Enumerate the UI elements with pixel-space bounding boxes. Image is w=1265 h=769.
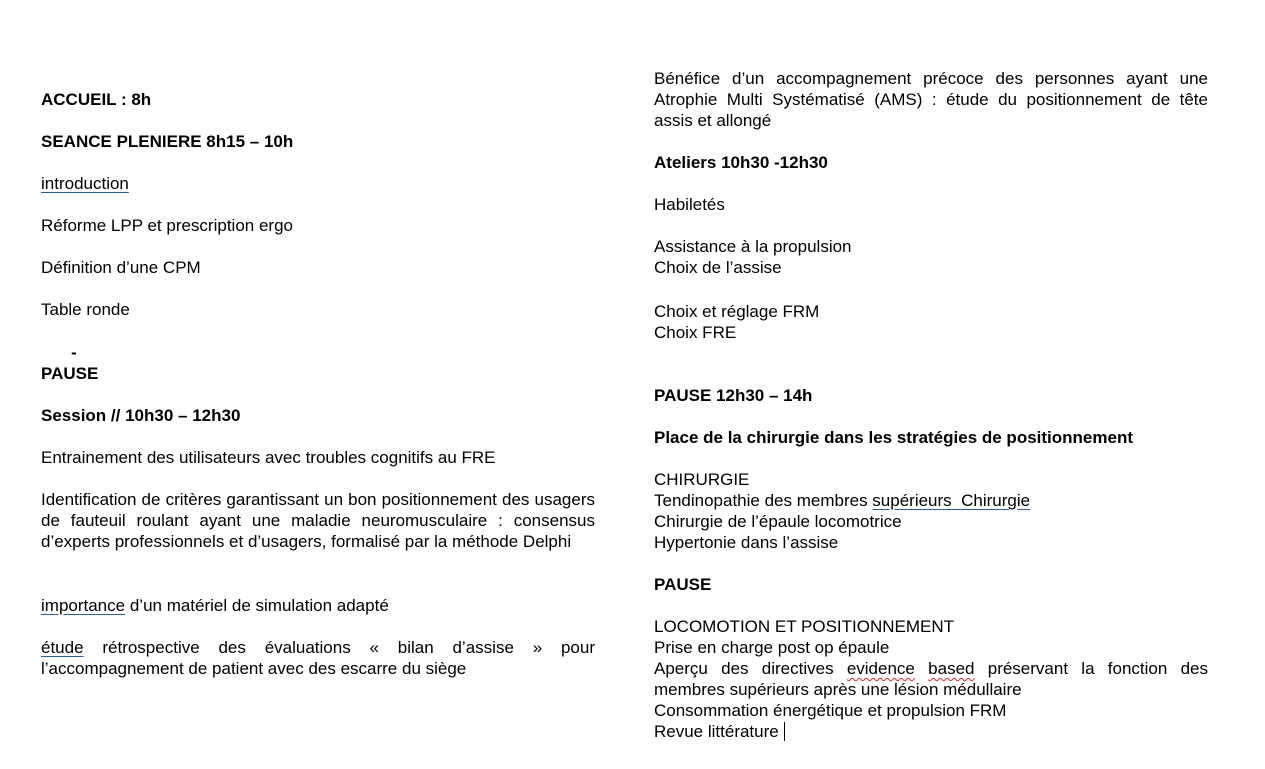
consommation-item: Consommation énergétique et propulsion FRM	[654, 701, 1007, 720]
chirurgie-title: CHIRURGIE	[654, 470, 750, 489]
choix-assise-item: Choix de l’assise	[654, 258, 782, 277]
introduction-item	[41, 173, 595, 194]
importance-word: importance	[41, 596, 126, 615]
text-cursor	[784, 722, 785, 741]
apercu-evidence: evidence	[846, 659, 915, 678]
revue-text: Revue littérature	[654, 722, 779, 741]
tendinopathie-start: Tendinopathie des membres	[654, 491, 873, 510]
hypertonie-item: Hypertonie dans l’assise	[654, 533, 839, 552]
prise-en-charge-item: Prise en charge post op épaule	[654, 638, 890, 657]
benefice-item: Bénéfice d’un accompagnement précoce des personnes ayant une Atrophie Multi Systématisé (AMS) : étude du positionnement de tête assis et allongé	[654, 69, 1208, 130]
apercu-rest: préservant la fonction des membres supérieurs après une lésion médullaire	[654, 659, 1208, 699]
importance-item	[41, 595, 595, 616]
seance-pleniere-heading: SEANCE PLENIERE 8h15 – 10h	[41, 132, 294, 151]
ateliers-heading: Ateliers 10h30 -12h30	[654, 153, 828, 172]
apercu-item	[654, 658, 1208, 700]
list-dash: -	[71, 343, 77, 362]
etude-word: étude	[41, 638, 84, 657]
locomotion-title: LOCOMOTION ET POSITIONNEMENT	[654, 617, 955, 636]
etude-rest: rétrospective des évaluations « bilan d’assise » pour l’accompagnement de patient avec des escarre du siège	[41, 638, 595, 678]
assistance-item: Assistance à la propulsion	[654, 237, 852, 256]
session-heading: Session // 10h30 – 12h30	[41, 406, 241, 425]
choix-fre-item: Choix FRE	[654, 323, 737, 342]
reforme-item: Réforme LPP et prescription ergo	[41, 216, 293, 235]
pause-midi-heading: PAUSE 12h30 – 14h	[654, 386, 813, 405]
accueil-heading: ACCUEIL : 8h	[41, 90, 152, 109]
tendinopathie-link: supérieurs Chirurgie	[872, 491, 1031, 510]
chirurgie-epaule-item: Chirurgie de l’épaule locomotrice	[654, 512, 902, 531]
apercu-start: Aperçu des directives	[654, 659, 847, 678]
importance-rest: d’un matériel de simulation adapté	[125, 596, 389, 615]
definition-item: Définition d’une CPM	[41, 258, 201, 277]
table-ronde-item: Table ronde	[41, 300, 130, 319]
apercu-space	[915, 659, 928, 678]
entrainement-item: Entrainement des utilisateurs avec troubles cognitifs au FRE	[41, 448, 496, 467]
pause-heading: PAUSE	[41, 364, 99, 383]
revue-item[interactable]	[654, 721, 1208, 742]
apercu-based: based	[928, 659, 975, 678]
identification-item: Identification de critères garantissant un bon positionnement des usagers de fauteuil roulant ayant une maladie neuromusculaire : consensus d’experts professionnels et d’usagers, formalisé par la méthode Delphi	[41, 490, 595, 551]
introduction-text: introduction	[41, 174, 129, 193]
choix-reglage-item: Choix et réglage FRM	[654, 302, 820, 321]
habiletes-item: Habiletés	[654, 195, 725, 214]
etude-item	[41, 637, 595, 679]
tendinopathie-item	[654, 490, 1208, 511]
pause2-heading: PAUSE	[654, 575, 712, 594]
place-chirurgie-heading: Place de la chirurgie dans les stratégies de positionnement	[654, 428, 1133, 447]
